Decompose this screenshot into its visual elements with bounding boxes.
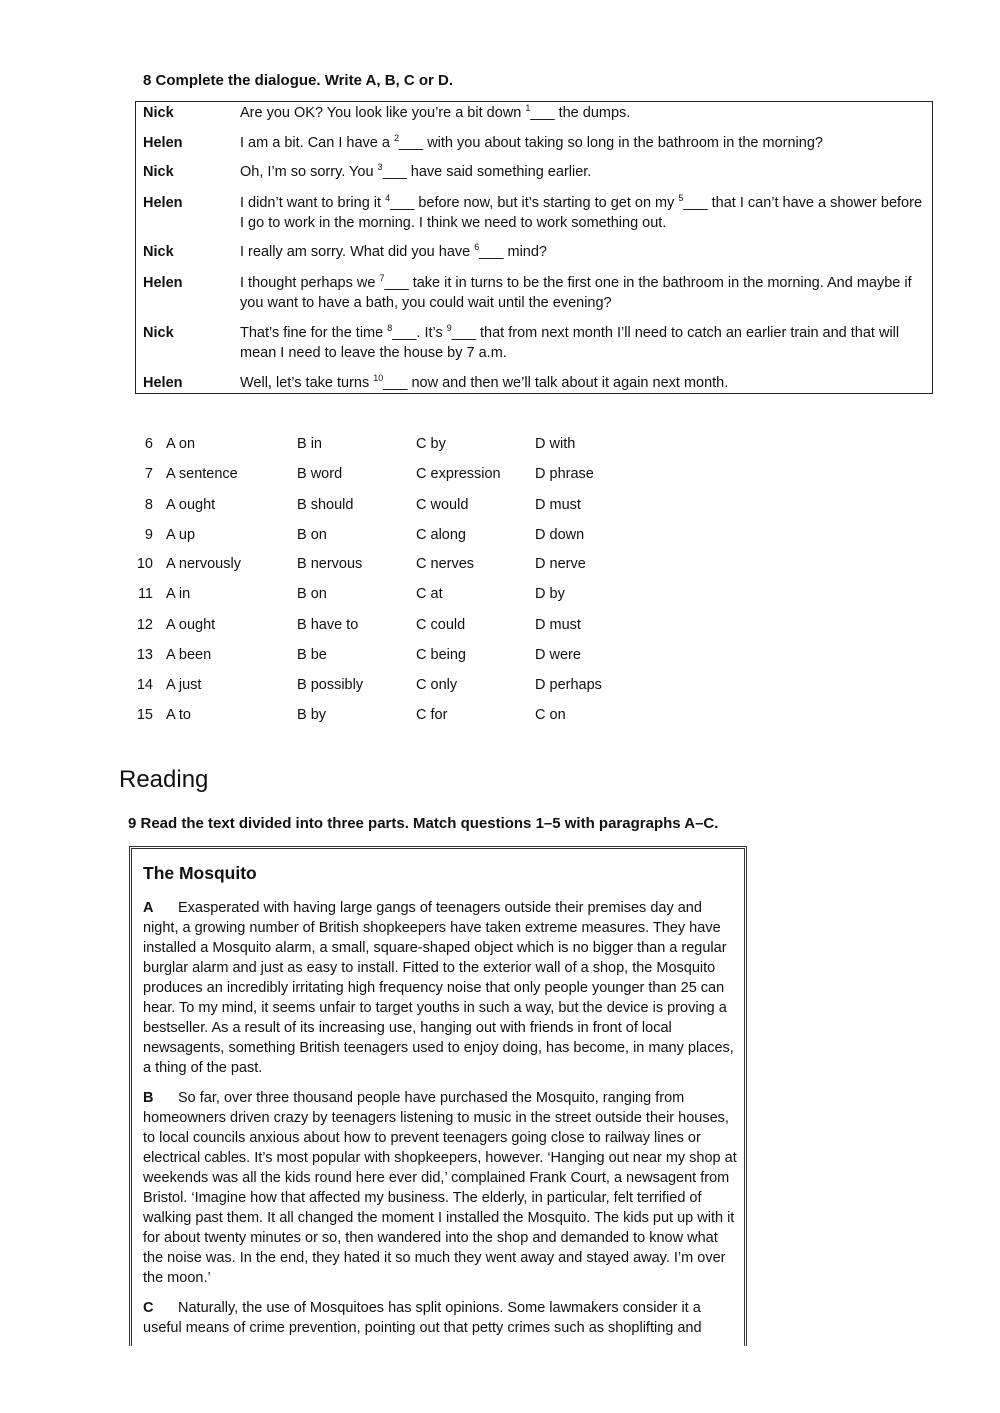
gap-number: 5: [678, 193, 684, 203]
option-c: C expression: [416, 466, 501, 482]
paragraph-a: [143, 898, 741, 1078]
question-number: 11: [137, 586, 153, 602]
dialogue-text: [240, 273, 930, 313]
question-number: 13: [136, 647, 153, 663]
option-a: A on: [166, 436, 196, 452]
speaker-name: Nick: [143, 105, 174, 121]
option-c: C could: [416, 617, 466, 633]
option-c: C nerves: [416, 556, 475, 572]
dialogue-fragment: ___ now and then we’ll talk about it again next month.: [383, 375, 729, 391]
question-number: 12: [136, 617, 153, 633]
option-c: C being: [416, 647, 466, 663]
gap-number: 3: [377, 162, 383, 172]
option-d: D nerve: [535, 556, 586, 572]
option-b: B on: [297, 527, 327, 543]
dialogue-fragment: ___ take it in turns to be the first one in the bathroom in the morning. And maybe if you want to have a bath, you could wait until the evening?: [240, 275, 912, 311]
option-b: B have to: [297, 617, 359, 633]
dialogue-fragment: Are you OK? You look like you’re a bit down: [240, 105, 526, 121]
speaker-name: Helen: [143, 135, 183, 151]
option-a: A just: [166, 677, 202, 693]
dialogue-fragment: ___ that I can’t have a shower before I go to work in the morning. I think we need to work something out.: [240, 195, 923, 231]
option-b: B possibly: [297, 677, 364, 693]
dialogue-fragment: I didn’t want to bring it: [240, 195, 386, 211]
paragraph-letter: C: [143, 1300, 154, 1316]
dialogue-fragment: I am a bit. Can I have a: [240, 135, 394, 151]
exercise-8-heading: 8 Complete the dialogue. Write A, B, C or D.: [143, 72, 454, 89]
option-b: B be: [297, 647, 327, 663]
dialogue-box: [135, 101, 933, 394]
question-number: 10: [136, 556, 153, 572]
question-number: 9: [144, 527, 153, 543]
option-d: D must: [535, 617, 581, 633]
option-c: C along: [416, 527, 466, 543]
dialogue-fragment: ___ mind?: [479, 244, 547, 260]
options-list: [0, 434, 700, 734]
dialogue-text: [240, 193, 930, 233]
gap-number: 2: [393, 133, 399, 143]
option-d: D down: [535, 527, 585, 543]
option-d: C on: [535, 707, 566, 723]
dialogue-text: [240, 323, 930, 363]
dialogue-text: [240, 242, 930, 262]
gap-number: 1: [525, 103, 531, 113]
option-a: A up: [166, 527, 196, 543]
question-number: 8: [144, 497, 153, 513]
dialogue-fragment: ___ that from next month I’ll need to catch an earlier train and that will mean I need to leave the house by 7 a.m.: [240, 325, 900, 361]
dialogue-fragment: ___. It’s: [392, 325, 447, 341]
option-b: B by: [297, 707, 327, 723]
gap-number: 6: [474, 242, 480, 252]
gap-number: 10: [373, 373, 384, 383]
option-d: D perhaps: [535, 677, 602, 693]
dialogue-fragment: I thought perhaps we: [240, 275, 380, 291]
option-d: D with: [535, 436, 576, 452]
dialogue-fragment: Oh, I’m so sorry. You: [240, 164, 378, 180]
option-b: B on: [297, 586, 327, 602]
dialogue-fragment: ___ with you about taking so long in the bathroom in the morning?: [398, 135, 823, 151]
option-c: C at: [416, 586, 443, 602]
gap-number: 8: [387, 323, 393, 333]
paragraph-letter: B: [143, 1090, 154, 1106]
option-a: A to: [166, 707, 191, 723]
reading-text-box: [129, 846, 747, 1346]
option-a: A been: [166, 647, 212, 663]
option-b: B should: [297, 497, 354, 513]
dialogue-fragment: ___ have said something earlier.: [382, 164, 592, 180]
dialogue-fragment: I really am sorry. What did you have: [240, 244, 475, 260]
option-a: A ought: [166, 497, 216, 513]
paragraph-text: Exasperated with having large gangs of teenagers outside their premises day and night, a growing number of British shopkeepers have taken extreme measures. They have installed a Mosquito alarm, a small, square-shaped object which is no bigger than a regular burglar alarm and just as easy to install. Fitted to the exterior wall of a shop, the Mosquito produces an incredibly irritating high frequency noise that only people younger than 25 can hear. To my mind, it seems unfair to target youths in such a way, but the device is proving a bestseller. As a result of its increasing use, hanging out with friends in front of local newsagents, something British teenagers used to enjoy doing, has become, in many places, a thing of the past.: [143, 900, 734, 1076]
question-number: 15: [136, 707, 153, 723]
speaker-name: Nick: [143, 164, 174, 180]
dialogue-fragment: Well, let’s take turns: [240, 375, 374, 391]
option-c: C by: [416, 436, 446, 452]
speaker-name: Helen: [143, 375, 183, 391]
question-number: 6: [144, 436, 153, 452]
reading-section-title: Reading: [119, 766, 209, 793]
option-b: B in: [297, 436, 322, 452]
option-a: A sentence: [166, 466, 238, 482]
dialogue-fragment: ___ before now, but it’s starting to get on my: [390, 195, 679, 211]
exercise-9-heading: 9 Read the text divided into three parts. Match questions 1–5 with paragraphs A–C.: [128, 815, 719, 832]
option-c: C would: [416, 497, 469, 513]
reading-text-title: The Mosquito: [143, 863, 257, 883]
speaker-name: Helen: [143, 275, 183, 291]
paragraph-text: So far, over three thousand people have purchased the Mosquito, ranging from homeowners driven crazy by teenagers listening to music in the street outside their houses, to local councils anxious about how to prevent teenagers going close to railway lines or electrical cables. It’s most popular with shopkeepers, however. ‘Hanging out near my shop at weekends was all the kids round here ever did,’ complained Frank Court, a newsagent from Bristol. ‘Imagine how that affected my business. The elderly, in particular, felt terrified of walking past them. It all changed the moment I installed the Mosquito. The kids put up with it for about twenty minutes or so, then wandered into the shop and demanded to know what the noise was. In the end, they hated it so much they went away and stayed away. I’m over the moon.’: [143, 1090, 737, 1286]
dialogue-text: [240, 103, 930, 123]
option-c: C only: [416, 677, 458, 693]
dialogue-text: [240, 133, 930, 153]
question-number: 14: [136, 677, 153, 693]
option-d: D were: [535, 647, 581, 663]
option-d: D must: [535, 497, 581, 513]
gap-number: 4: [385, 193, 391, 203]
dialogue-fragment: ___ the dumps.: [530, 105, 631, 121]
paragraph-b: [143, 1088, 741, 1288]
gap-number: 7: [379, 273, 385, 283]
paragraph-c: [143, 1298, 741, 1338]
question-number: 7: [144, 466, 153, 482]
speaker-name: Helen: [143, 195, 183, 211]
dialogue-fragment: That’s fine for the time: [240, 325, 388, 341]
option-c: C for: [416, 707, 448, 723]
option-a: A in: [166, 586, 191, 602]
dialogue-text: [240, 162, 930, 182]
option-d: D phrase: [535, 466, 594, 482]
dialogue-text: [240, 373, 930, 393]
paragraph-text: Naturally, the use of Mosquitoes has split opinions. Some lawmakers consider it a useful means of crime prevention, pointing out that petty crimes such as shoplifting and: [143, 1300, 702, 1336]
speaker-name: Nick: [143, 325, 174, 341]
option-a: A nervously: [166, 556, 241, 572]
speaker-name: Nick: [143, 244, 174, 260]
option-d: D by: [535, 586, 565, 602]
option-a: A ought: [166, 617, 216, 633]
option-b: B word: [297, 466, 343, 482]
gap-number: 9: [446, 323, 452, 333]
paragraph-letter: A: [143, 900, 154, 916]
option-b: B nervous: [297, 556, 363, 572]
